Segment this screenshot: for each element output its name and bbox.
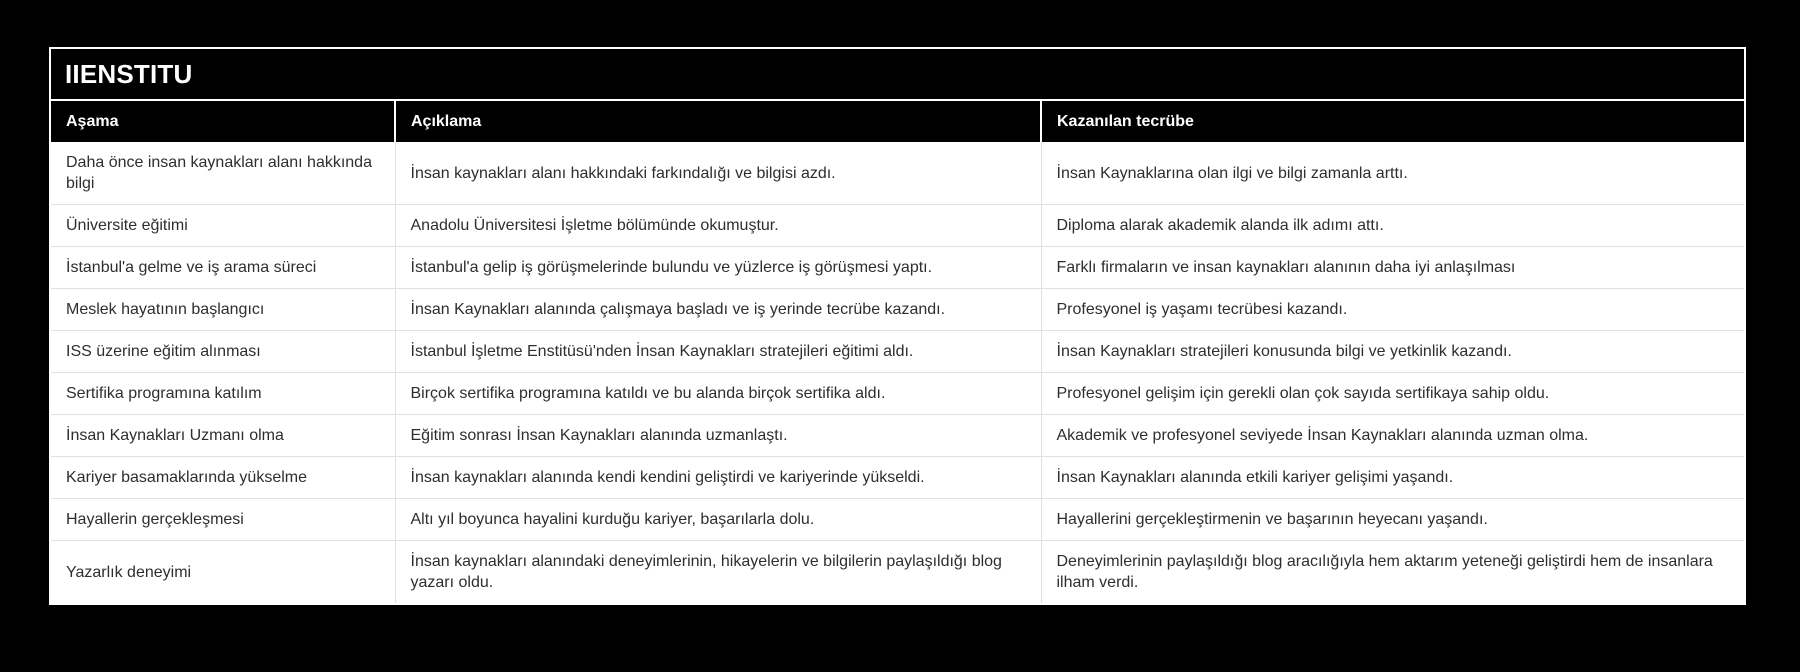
stage-cell: Daha önce insan kaynakları alanı hakkında bilgi <box>51 142 395 205</box>
description-cell: Eğitim sonrası İnsan Kaynakları alanında uzmanlaştı. <box>395 415 1041 457</box>
table-row <box>51 541 1744 604</box>
stage-cell: Kariyer basamaklarında yükselme <box>51 457 395 499</box>
header-row <box>51 101 1744 142</box>
description-cell: Birçok sertifika programına katıldı ve bu alanda birçok sertifika aldı. <box>395 373 1041 415</box>
stage-cell: Yazarlık deneyimi <box>51 541 395 604</box>
experience-cell: Akademik ve profesyonel seviyede İnsan Kaynakları alanında uzman olma. <box>1041 415 1744 457</box>
description-cell: İstanbul'a gelip iş görüşmelerinde bulundu ve yüzlerce iş görüşmesi yaptı. <box>395 247 1041 289</box>
experience-cell: Profesyonel iş yaşamı tecrübesi kazandı. <box>1041 289 1744 331</box>
stage-cell: Sertifika programına katılım <box>51 373 395 415</box>
table-row <box>51 142 1744 205</box>
career-table-container <box>49 47 1746 605</box>
description-cell: Altı yıl boyunca hayalini kurduğu kariyer, başarılarla dolu. <box>395 499 1041 541</box>
experience-cell: Diploma alarak akademik alanda ilk adımı attı. <box>1041 205 1744 247</box>
column-header-asama: Aşama <box>51 101 395 142</box>
stage-cell: İstanbul'a gelme ve iş arama süreci <box>51 247 395 289</box>
table-row <box>51 205 1744 247</box>
table-row <box>51 499 1744 541</box>
stage-cell: Hayallerin gerçekleşmesi <box>51 499 395 541</box>
table-body <box>51 142 1744 603</box>
table-row <box>51 331 1744 373</box>
experience-cell: İnsan Kaynaklarına olan ilgi ve bilgi zamanla arttı. <box>1041 142 1744 205</box>
stage-cell: Üniversite eğitimi <box>51 205 395 247</box>
column-header-kazanilan-tecrube: Kazanılan tecrübe <box>1041 101 1744 142</box>
table-row <box>51 415 1744 457</box>
table-row <box>51 373 1744 415</box>
experience-cell: Profesyonel gelişim için gerekli olan çok sayıda sertifikaya sahip oldu. <box>1041 373 1744 415</box>
description-cell: Anadolu Üniversitesi İşletme bölümünde okumuştur. <box>395 205 1041 247</box>
description-cell: İnsan kaynakları alanı hakkındaki farkındalığı ve bilgisi azdı. <box>395 142 1041 205</box>
experience-cell: İnsan Kaynakları stratejileri konusunda bilgi ve yetkinlik kazandı. <box>1041 331 1744 373</box>
description-cell: İnsan Kaynakları alanında çalışmaya başladı ve iş yerinde tecrübe kazandı. <box>395 289 1041 331</box>
column-header-aciklama: Açıklama <box>395 101 1041 142</box>
stage-cell: ISS üzerine eğitim alınması <box>51 331 395 373</box>
description-cell: İnsan kaynakları alanında kendi kendini geliştirdi ve kariyerinde yükseldi. <box>395 457 1041 499</box>
experience-cell: Deneyimlerinin paylaşıldığı blog aracılığıyla hem aktarım yeteneği geliştirdi hem de insanlara ilham verdi. <box>1041 541 1744 604</box>
table-row <box>51 457 1744 499</box>
career-stages-table <box>51 101 1744 603</box>
table-row <box>51 247 1744 289</box>
stage-cell: Meslek hayatının başlangıcı <box>51 289 395 331</box>
table-row <box>51 289 1744 331</box>
experience-cell: Farklı firmaların ve insan kaynakları alanının daha iyi anlaşılması <box>1041 247 1744 289</box>
description-cell: İstanbul İşletme Enstitüsü'nden İnsan Kaynakları stratejileri eğitimi aldı. <box>395 331 1041 373</box>
experience-cell: Hayallerini gerçekleştirmenin ve başarının heyecanı yaşandı. <box>1041 499 1744 541</box>
experience-cell: İnsan Kaynakları alanında etkili kariyer gelişimi yaşandı. <box>1041 457 1744 499</box>
description-cell: İnsan kaynakları alanındaki deneyimlerinin, hikayelerin ve bilgilerin paylaşıldığı blog yazarı oldu. <box>395 541 1041 604</box>
table-title: IIENSTITU <box>51 49 1744 101</box>
stage-cell: İnsan Kaynakları Uzmanı olma <box>51 415 395 457</box>
